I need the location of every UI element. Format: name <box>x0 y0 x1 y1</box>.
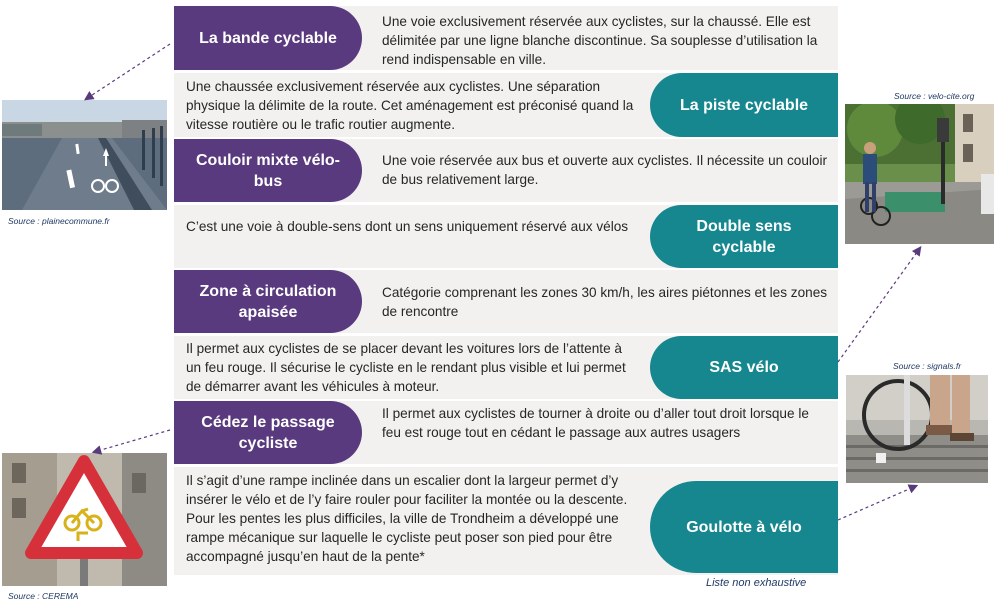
arrow-cedez-passage <box>94 430 170 452</box>
label-piste-cyclable: La piste cyclable <box>650 73 838 137</box>
source-plainecommune: Source : plainecommune.fr <box>8 216 110 226</box>
desc-bande-cyclable: Une voie exclusivement réservée aux cyclistes, sur la chaussé. Elle est délimitée par une ligne blanche discontinue. Sa souplesse d’utilisation la rend indispensable en ville. <box>382 14 818 67</box>
desc-sas-velo: Il permet aux cyclistes de se placer devant les voitures lors de l’attente à un feu rouge. Il sécurise le cycliste en le rendant plus visible et lui permet de démarrer avant les véhicules à moteur. <box>186 341 626 394</box>
desc-zone-apaisee: Catégorie comprenant les zones 30 km/h, les aires piétonnes et les zones de rencontre <box>382 285 828 319</box>
arrow-double-sens <box>838 248 920 362</box>
source-velo-cite: Source : velo-cite.org <box>894 91 975 101</box>
arrow-goulotte <box>838 486 916 520</box>
arrow-bande-cyclable <box>86 44 170 99</box>
label-couloir-mixte: Couloir mixte vélo-bus <box>174 139 362 202</box>
label-goulotte: Goulotte à vélo <box>650 481 838 573</box>
desc-goulotte: Il s’agit d’une rampe inclinée dans un escalier dont la largeur permet d’y insérer le vélo et de l’y faire rouler pour faciliter la montée ou la descente. Pour les pentes les plus difficiles, la ville de Trondheim a développé une rampe mécanique sur laquelle le cycliste peut poser son pied pour être accompagné jusqu’en haut de la pente* <box>186 473 628 564</box>
label-zone-apaisee: Zone à circulation apaisée <box>174 270 362 333</box>
source-signals: Source : signals.fr <box>893 361 962 371</box>
label-double-sens: Double sens cyclable <box>650 205 838 268</box>
footnote-liste: Liste non exhaustive <box>706 577 807 589</box>
desc-double-sens: C’est une voie à double-sens dont un sens uniquement réservé aux vélos <box>186 219 629 234</box>
label-cedez-passage: Cédez le passage cycliste <box>174 401 362 464</box>
label-sas-velo: SAS vélo <box>650 336 838 399</box>
desc-couloir-mixte: Une voie réservée aux bus et ouverte aux cyclistes. Il nécessite un couloir de bus relativement large. <box>382 153 828 187</box>
desc-piste-cyclable: Une chaussée exclusivement réservée aux cyclistes. Une séparation physique la délimite de la route. Cet aménagement est préconisé quand la vitesse routière ou le trafic routier augmente. <box>186 79 634 132</box>
desc-cedez-passage: Il permet aux cyclistes de tourner à droite ou d’aller tout droit lorsque le feu est rouge tout en cédant le passage aux autres usagers <box>382 406 809 440</box>
source-cerema: Source : CEREMA <box>8 591 79 601</box>
label-bande-cyclable: La bande cyclable <box>174 6 362 70</box>
